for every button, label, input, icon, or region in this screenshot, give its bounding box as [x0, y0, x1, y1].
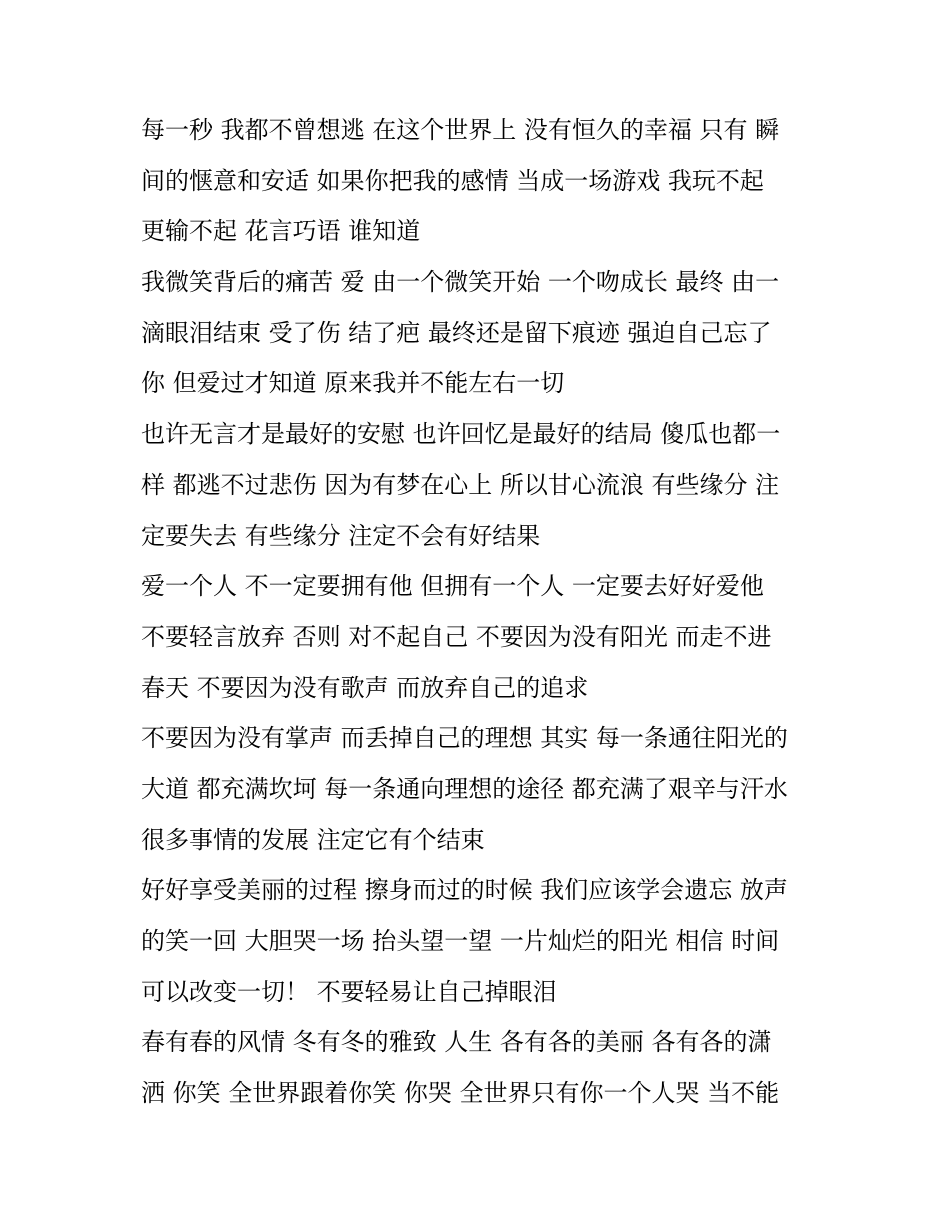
text-line: 大道 都充满坎坷 每一条通向理想的途径 都充满了艰辛与汗水 [141, 774, 788, 803]
text-line: 很多事情的发展 注定它有个结束 [141, 825, 485, 854]
text-line: 春天 不要因为没有歌声 而放弃自己的追求 [141, 673, 589, 702]
text-line: 间的惬意和安适 如果你把我的感情 当成一场游戏 我玩不起 [141, 166, 764, 195]
text-line: 更输不起 花言巧语 谁知道 [141, 217, 421, 246]
text-line: 滴眼泪结束 受了伤 结了疤 最终还是留下痕迹 强迫自己忘了 [141, 318, 772, 347]
text-line: 不要因为没有掌声 而丢掉自己的理想 其实 每一条通往阳光的 [141, 724, 788, 753]
text-line: 也许无言才是最好的安慰 也许回忆是最好的结局 傻瓜也都一 [141, 420, 781, 449]
body-text [141, 105, 821, 1119]
text-line: 你 但爱过才知道 原来我并不能左右一切 [141, 369, 565, 398]
text-line: 每一秒 我都不曾想逃 在这个世界上 没有恒久的幸福 只有 瞬 [141, 116, 780, 144]
text-line: 爱一个人 不一定要拥有他 但拥有一个人 一定要去好好爱他 [141, 572, 764, 601]
text-line: 好好享受美丽的过程 擦身而过的时候 我们应该学会遗忘 放声 [141, 876, 788, 905]
text-line: 我微笑背后的痛苦 爱 由一个微笑开始 一个吻成长 最终 由一 [141, 268, 780, 297]
text-line: 洒 你笑 全世界跟着你笑 你哭 全世界只有你一个人哭 当不能 [141, 1079, 780, 1108]
text-line: 不要轻言放弃 否则 对不起自己 不要因为没有阳光 而走不进 [141, 622, 772, 651]
text-line: 可以改变一切！ 不要轻易让自己掉眼泪 [141, 977, 557, 1006]
text-line: 的笑一回 大胆哭一场 抬头望一望 一片灿烂的阳光 相信 时间 [141, 927, 780, 955]
text-line: 样 都逃不过悲伤 因为有梦在心上 所以甘心流浪 有些缘分 注 [141, 470, 780, 499]
text-line: 春有春的风情 冬有冬的雅致 人生 各有各的美丽 各有各的潇 [141, 1028, 772, 1057]
text-line: 定要失去 有些缘分 注定不会有好结果 [141, 521, 541, 550]
